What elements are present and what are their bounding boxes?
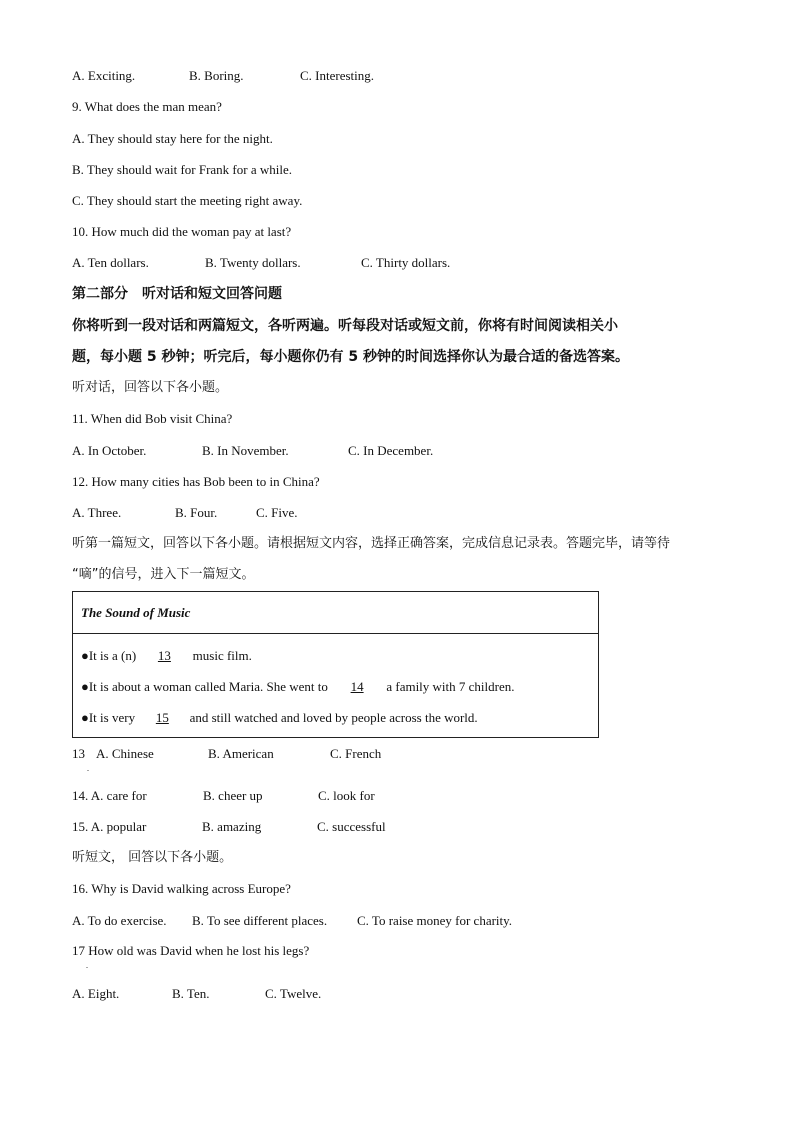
q17-question: 17 How old was David when he lost his legs? [72,943,310,958]
q10-option-a: A. Ten dollars. [72,255,149,270]
q16-question: 16. Why is David walking across Europe? [72,881,291,896]
row-text-after: music film. [189,648,252,663]
row-text-before: ●It is a (n) [81,648,140,663]
q16-option-c: C. To raise money for charity. [357,913,513,928]
q13-stray-dot: . [87,764,89,773]
q17-option-a: A. Eight. [72,986,120,1001]
q13-number: 13 [72,746,85,761]
q13-option-a: A. Chinese [96,746,154,761]
q15-option-a: 15. A. popular [72,819,147,834]
dialog-intro: 听对话，回答以下各小题。 [72,380,229,395]
blank-15: 15 [155,710,169,725]
q8-option-a: A. Exciting. [72,68,136,83]
table-row-13 [81,647,252,665]
row-text-before: ●It is very [81,710,139,725]
q9-option-a: A. They should stay here for the night. [72,131,273,146]
table-row-15 [81,709,478,727]
q10-option-c: C. Thirty dollars. [361,255,451,270]
q17-option-b: B. Ten. [172,986,210,1001]
q17-stray-dot: . [86,961,88,970]
q16-option-a: A. To do exercise. [72,913,167,928]
q15-option-c: C. successful [317,819,386,834]
q8-option-b: B. Boring. [189,68,244,83]
q14-option-b: B. cheer up [203,788,263,803]
q9-option-c: C. They should start the meeting right away. [72,193,303,208]
passage1-intro-line1: 听第一篇短文，回答以下各小题。请根据短文内容，选择正确答案，完成信息记录表。答题完毕，请等待 [72,536,671,551]
q9-option-b: B. They should wait for Frank for a while. [72,162,292,177]
q10-question: 10. How much did the woman pay at last? [72,224,292,239]
q10-option-b: B. Twenty dollars. [205,255,301,270]
q11-option-a: A. In October. [72,443,147,458]
blank-14: 14 [350,679,364,694]
q15-option-b: B. amazing [202,819,262,834]
q13-option-c: C. French [330,746,382,761]
blank-13: 13 [157,648,171,663]
table-header [73,592,598,634]
q11-option-c: C. In December. [348,443,434,458]
q12-option-b: B. Four. [175,505,218,520]
table-row-14 [81,678,515,696]
q16-option-b: B. To see different places. [192,913,328,928]
passage1-intro-line2: “嘀”的信号，进入下一篇短文。 [72,567,255,582]
q12-option-a: A. Three. [72,505,122,520]
q9-question: 9. What does the man mean? [72,99,222,114]
q13-option-b: B. American [208,746,274,761]
row-text-after: and still watched and loved by people across the world. [186,710,478,725]
q14-option-a: 14. A. care for [72,788,147,803]
passage2-intro: 听短文， 回答以下各小题。 [72,850,233,865]
info-record-table [72,591,599,738]
q8-option-c: C. Interesting. [300,68,375,83]
q11-option-b: B. In November. [202,443,289,458]
q17-option-c: C. Twelve. [265,986,322,1001]
row-text-before: ●It is about a woman called Maria. She went to [81,679,332,694]
q12-question: 12. How many cities has Bob been to in China? [72,474,320,489]
q14-option-c: C. look for [318,788,375,803]
table-title: The Sound of Music [81,605,191,620]
q12-option-c: C. Five. [256,505,298,520]
part2-instruction-line2: 题，每小题 5 秒钟；听完后，每小题你仍有 5 秒钟的时间选择你认为最合适的备选答案。 [72,349,629,365]
part2-instruction-line1: 你将听到一段对话和两篇短文，各听两遍。听每段对话或短文前，你将有时间阅读相关小 [72,318,618,334]
part2-title: 第二部分 听对话和短文回答问题 [72,286,282,302]
q11-question: 11. When did Bob visit China? [72,411,233,426]
row-text-after: a family with 7 children. [383,679,515,694]
